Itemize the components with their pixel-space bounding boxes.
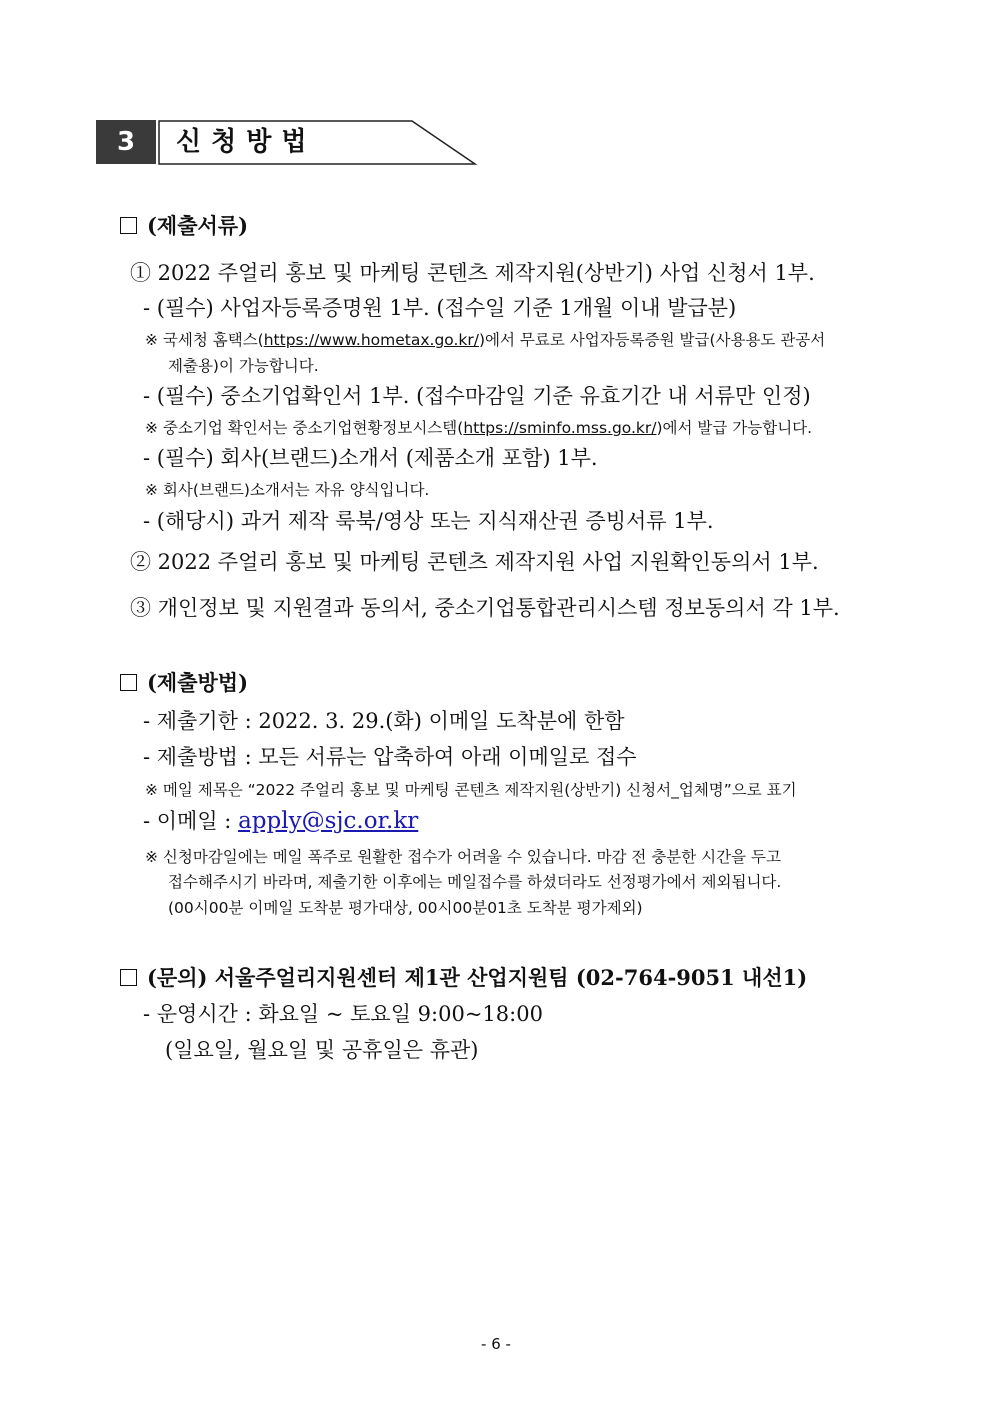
docs-req-2: - (필수) 중소기업확인서 1부. (접수마감일 기준 유효기간 내 서류만 인정): [143, 384, 811, 408]
docs-heading: (제출서류): [147, 213, 249, 238]
method-email-line: [143, 805, 418, 835]
method-note-deadline-3: (00시00분 이메일 도착분 평가대상, 00시00분01초 도착분 평가제외): [168, 899, 643, 917]
method-how: - 제출방법 : 모든 서류는 압축하여 아래 이메일로 접수: [143, 745, 637, 769]
docs-note-1-cont: 제출용)이 가능합니다.: [168, 357, 319, 375]
method-heading: (제출방법): [147, 670, 249, 695]
docs-req-1: - (필수) 사업자등록증명원 1부. (접수일 기준 1개월 이내 발급분): [143, 296, 737, 320]
contact-hours: - 운영시간 : 화요일 ~ 토요일 9:00~18:00: [143, 1002, 543, 1026]
note-text: ※ 국세청 홈택스(: [145, 331, 264, 349]
note-text: )에서 발급 가능합니다.: [656, 419, 813, 437]
sminfo-link[interactable]: https://sminfo.mss.go.kr/: [463, 419, 657, 437]
note-text: )에서 무료로 사업자등록증원 발급(사용용도 관공서: [479, 331, 826, 349]
docs-note-1: [145, 328, 825, 350]
docs-item-3: ③ 개인정보 및 지원결과 동의서, 중소기업통합관리시스템 정보동의서 각 1부.: [130, 596, 840, 620]
note-text: ※ 중소기업 확인서는 중소기업현황정보시스템(: [145, 419, 464, 437]
docs-item-2: ② 2022 주얼리 홍보 및 마케팅 콘텐츠 제작지원 사업 지원확인동의서 1부.: [130, 550, 819, 574]
docs-req-4: - (해당시) 과거 제작 룩북/영상 또는 지식재산권 증빙서류 1부.: [143, 509, 714, 533]
contact-closed: (일요일, 월요일 및 공휴일은 휴관): [165, 1038, 479, 1062]
contact-heading-line: [120, 962, 807, 992]
checkbox-icon: [120, 969, 137, 986]
method-heading-line: [120, 667, 248, 697]
page-number: - 6 -: [481, 1335, 511, 1353]
docs-req-3: - (필수) 회사(브랜드)소개서 (제품소개 포함) 1부.: [143, 446, 598, 470]
docs-note-3: ※ 회사(브랜드)소개서는 자유 양식입니다.: [145, 481, 430, 499]
email-label: - 이메일 :: [143, 809, 239, 833]
hometax-link[interactable]: https://www.hometax.go.kr/: [263, 331, 479, 349]
checkbox-icon: [120, 674, 137, 691]
method-note-subject: ※ 메일 제목은 “2022 주얼리 홍보 및 마케팅 콘텐츠 제작지원(상반기) 신청서_업체명”으로 표기: [145, 781, 797, 799]
contact-heading: (문의) 서울주얼리지원센터 제1관 산업지원팀 (02-764-9051 내선1): [147, 965, 808, 990]
checkbox-icon: [120, 217, 137, 234]
method-note-deadline-1: ※ 신청마감일에는 메일 폭주로 원활한 접수가 어려울 수 있습니다. 마감 전 충분한 시간을 두고: [145, 848, 781, 866]
docs-item-1: ① 2022 주얼리 홍보 및 마케팅 콘텐츠 제작지원(상반기) 사업 신청서 1부.: [130, 261, 815, 285]
method-deadline: - 제출기한 : 2022. 3. 29.(화) 이메일 도착분에 한함: [143, 709, 625, 733]
section-title: 신청방법: [176, 127, 317, 157]
docs-heading-line: [120, 210, 248, 240]
method-note-deadline-2: 접수해주시기 바라며, 제출기한 이후에는 메일접수를 하셨더라도 선정평가에서 제외됩니다.: [168, 873, 782, 891]
section-header: [96, 120, 386, 166]
section-number: 3: [96, 120, 156, 164]
docs-note-2: [145, 416, 812, 438]
email-link[interactable]: apply@sjc.or.kr: [238, 808, 419, 834]
